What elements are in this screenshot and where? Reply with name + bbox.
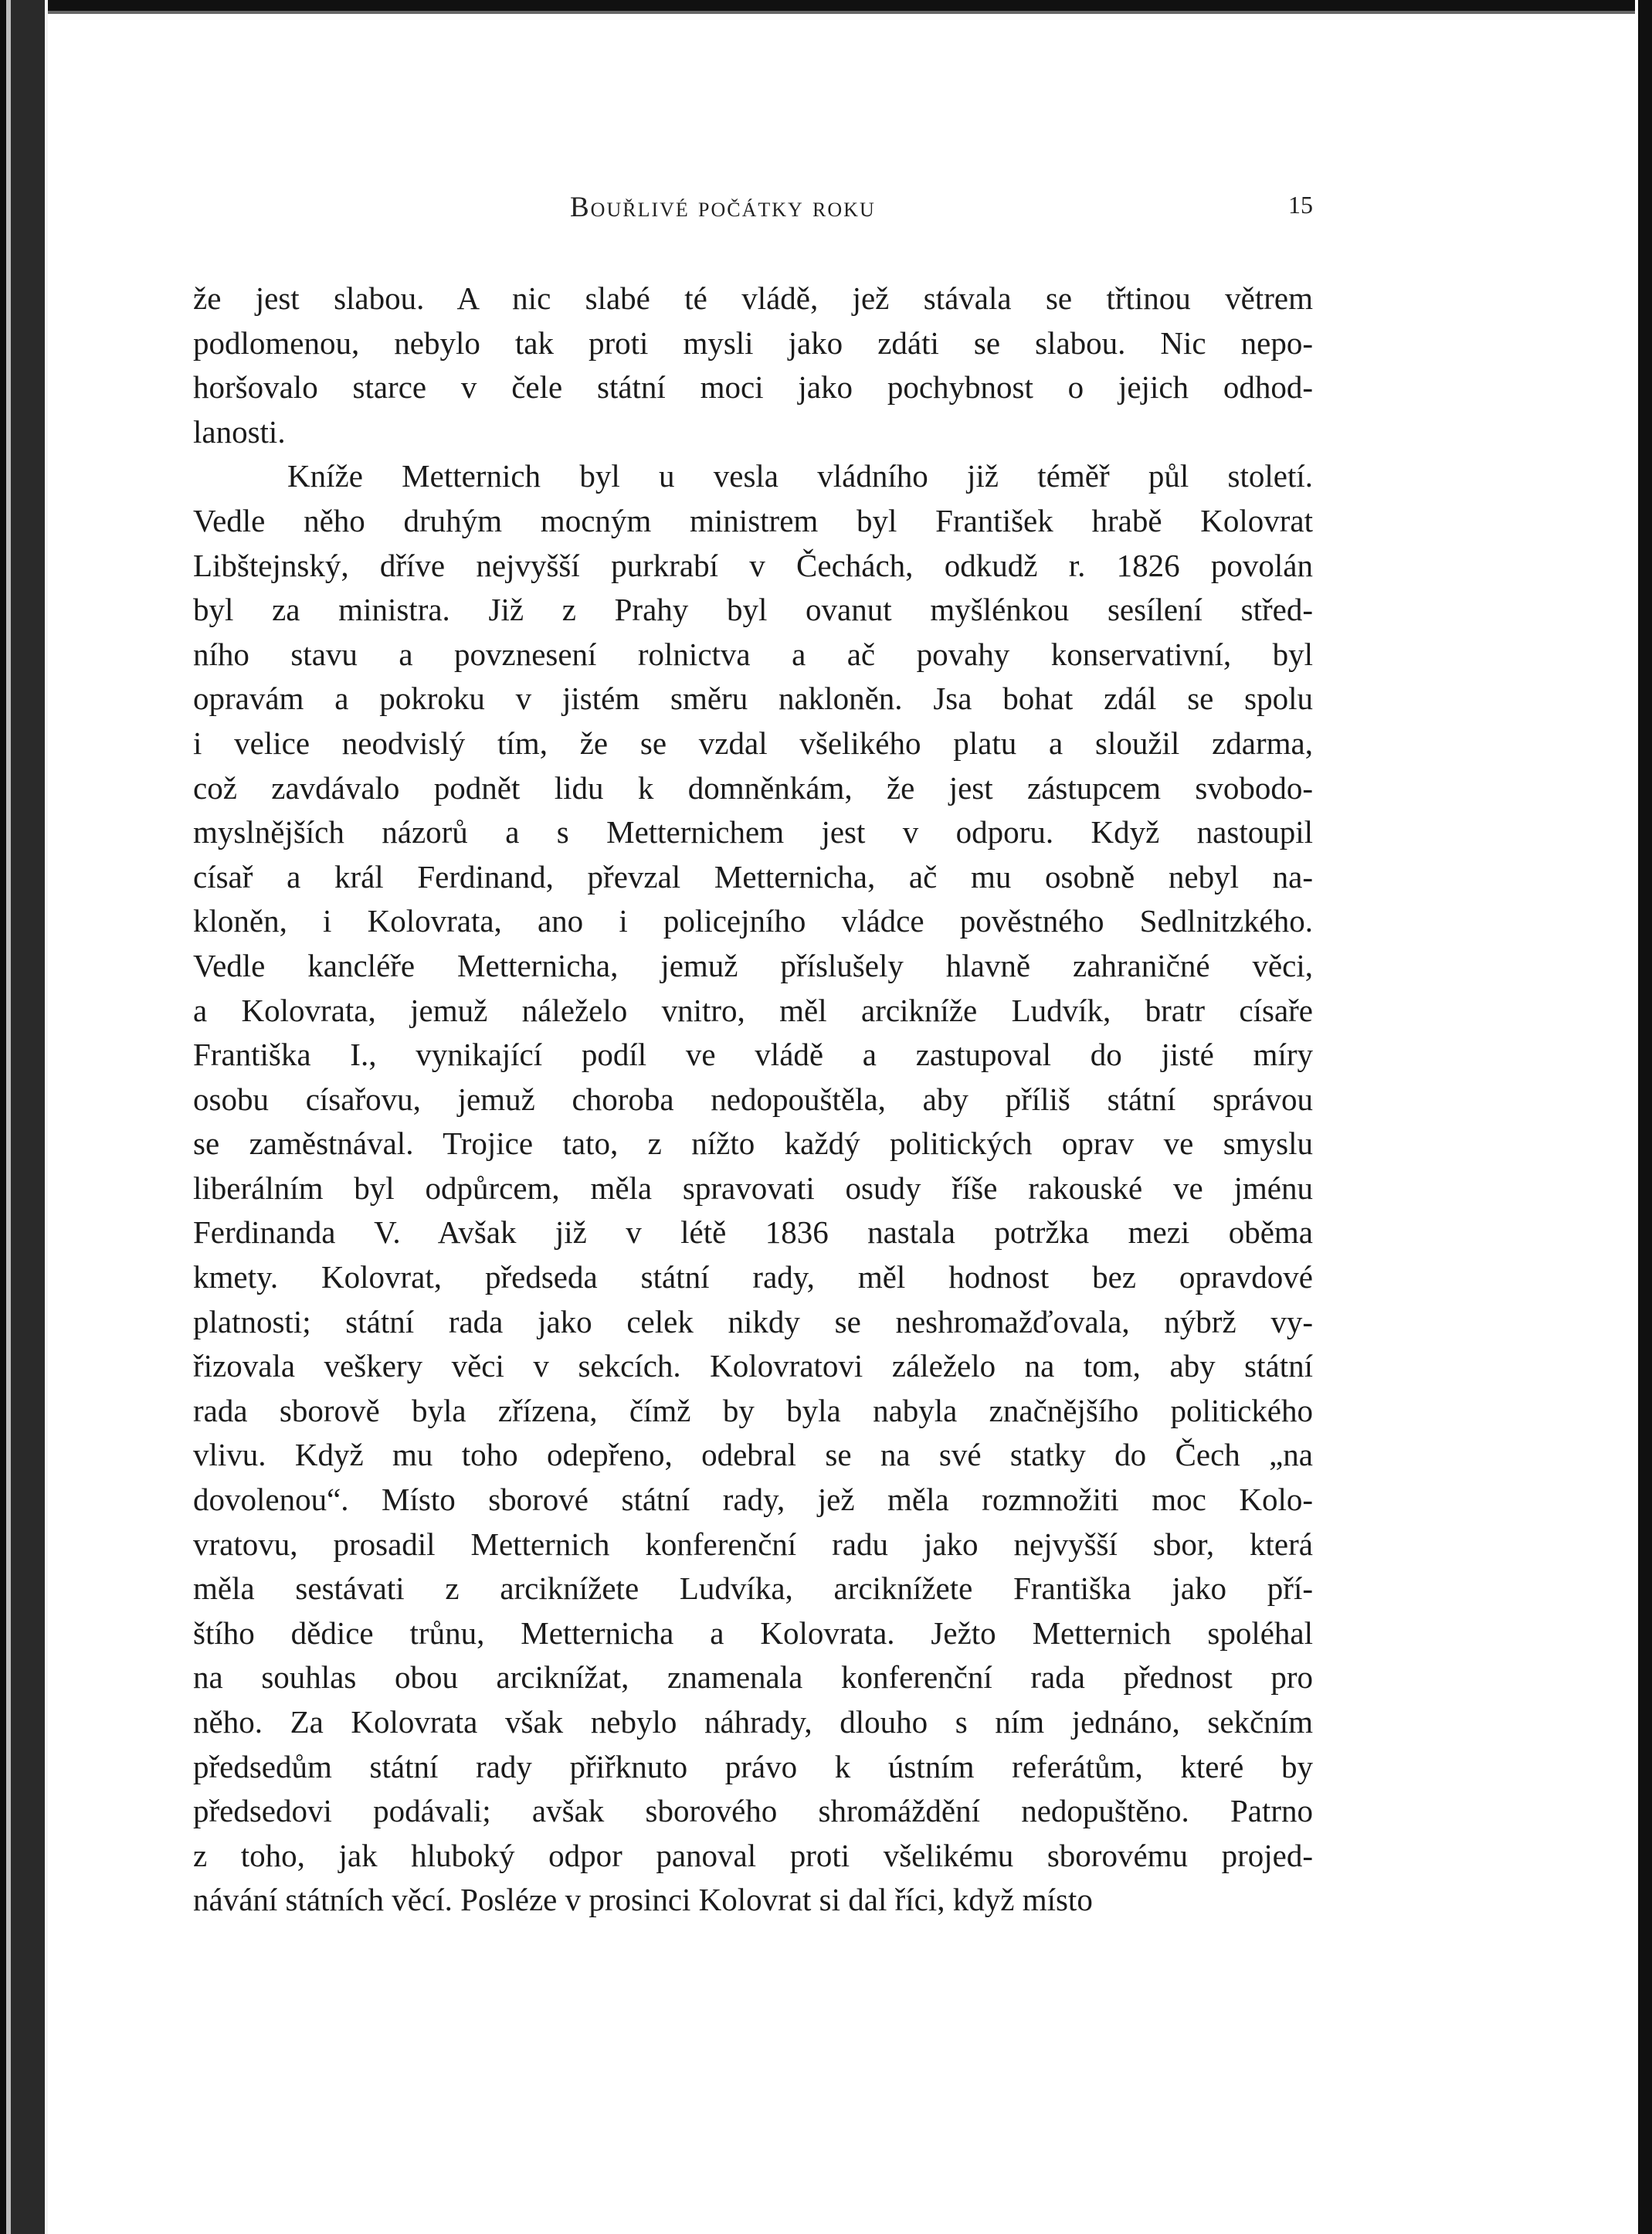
text-line: řizovala veškery věci v sekcích. Kolovratovi záleželo na tom, aby státní — [193, 1348, 1313, 1384]
scan-border-right — [1635, 0, 1652, 2234]
text-line: štího dědice trůnu, Metternicha a Kolovrata. Ježto Metternich spoléhal — [193, 1614, 1313, 1651]
body-text — [193, 277, 1313, 1923]
text-line: kloněn, i Kolovrata, ano i policejního vládce pověstného Sedlnitzkého. — [193, 903, 1313, 939]
paragraph — [193, 277, 1313, 454]
text-line: i velice neodvislý tím, že se vzdal všelikého platu a sloužil zdarma, — [193, 725, 1313, 761]
text-line: liberálním byl odpůrcem, měla spravovati osudy říše rakouské ve jménu — [193, 1170, 1313, 1206]
running-title: Bouřlivé počátky roku — [570, 192, 876, 223]
text-line: ního stavu a povznesení rolnictva a ač povahy konservativní, byl — [193, 636, 1313, 672]
text-line: myslnějších názorů a s Metternichem jest v odporu. Když nastoupil — [193, 814, 1313, 850]
text-line: Ferdinanda V. Avšak již v létě 1836 nastala potržka mezi oběma — [193, 1214, 1313, 1251]
text-line: kmety. Kolovrat, předseda státní rady, měl hodnost bez opravdové — [193, 1259, 1313, 1295]
text-line: rada sborově byla zřízena, čímž by byla nabyla značnějšího politického — [193, 1392, 1313, 1428]
text-line: vlivu. Když mu toho odepřeno, odebral se na své statky do Čech „na — [193, 1437, 1313, 1473]
text-line: lanosti. — [193, 413, 286, 450]
text-line: což zavdávalo podnět lidu k domněnkám, že jest zástupcem svobodo- — [193, 769, 1313, 806]
scan-border-top — [0, 0, 1652, 17]
text-line: na souhlas obou arciknížat, znamenala konferenční rada přednost pro — [193, 1659, 1313, 1696]
text-line: Vedle kancléře Metternicha, jemuž příslušely hlavně zahraničné věci, — [193, 947, 1313, 983]
text-line: opravám a pokroku v jistém směru nakloněn. Jsa bohat zdál se spolu — [193, 681, 1313, 717]
page-number: 15 — [1288, 191, 1313, 219]
text-line: vratovu, prosadil Metternich konferenční radu jako nejvyšší sbor, která — [193, 1526, 1313, 1562]
text-line: návání státních věcí. Posléze v prosinci Kolovrat si dal říci, když místo — [193, 1882, 1093, 1918]
text-line: něho. Za Kolovrata však nebylo náhrady, dlouho s ním jednáno, sekčním — [193, 1704, 1313, 1740]
text-line: Libštejnský, dříve nejvyšší purkrabí v Čechách, odkudž r. 1826 povolán — [193, 547, 1313, 583]
paragraph — [193, 454, 1313, 1923]
text-line: císař a král Ferdinand, převzal Metternicha, ač mu osobně nebyl na- — [193, 858, 1313, 895]
text-line: z toho, jak hluboký odpor panoval proti všelikému sborovému projed- — [193, 1837, 1313, 1873]
text-line: byl za ministra. Již z Prahy byl ovanut myšlénkou sesílení střed- — [193, 592, 1313, 628]
running-head — [193, 191, 1313, 229]
text-line: horšovalo starce v čele státní moci jako pochybnost o jejich odhod- — [193, 369, 1313, 406]
text-line: měla sestávati z arciknížete Ludvíka, arciknížete Františka jako pří- — [193, 1570, 1313, 1607]
text-line: Kníže Metternich byl u vesla vládního již téměř půl století. — [287, 458, 1313, 494]
text-line: se zaměstnával. Trojice tato, z nížto každý politických oprav ve smyslu — [193, 1125, 1313, 1162]
text-line: podlomenou, nebylo tak proti mysli jako zdáti se slabou. Nic nepo- — [193, 324, 1313, 361]
text-line: předsedovi podávali; avšak sborového shromáždění nedopuštěno. Patrno — [193, 1793, 1313, 1829]
text-line: Vedle něho druhým mocným ministrem byl František hrabě Kolovrat — [193, 502, 1313, 538]
text-line: předsedům státní rady přiřknuto právo k ústním referátům, které by — [193, 1748, 1313, 1784]
text-line: Františka I., vynikající podíl ve vládě a zastupoval do jisté míry — [193, 1037, 1313, 1073]
text-line: dovolenou“. Místo sborové státní rady, jež měla rozmnožiti moc Kolo- — [193, 1482, 1313, 1518]
text-line: platnosti; státní rada jako celek nikdy se neshromažďovala, nýbrž vy- — [193, 1303, 1313, 1339]
text-line: a Kolovrata, jemuž náleželo vnitro, měl arcikníže Ludvík, bratr císaře — [193, 992, 1313, 1028]
scan-border-left — [0, 0, 48, 2234]
text-line: osobu císařovu, jemuž choroba nedopouštěla, aby příliš státní správou — [193, 1081, 1313, 1117]
text-line: že jest slabou. A nic slabé té vládě, jež stávala se třtinou větrem — [193, 280, 1313, 316]
